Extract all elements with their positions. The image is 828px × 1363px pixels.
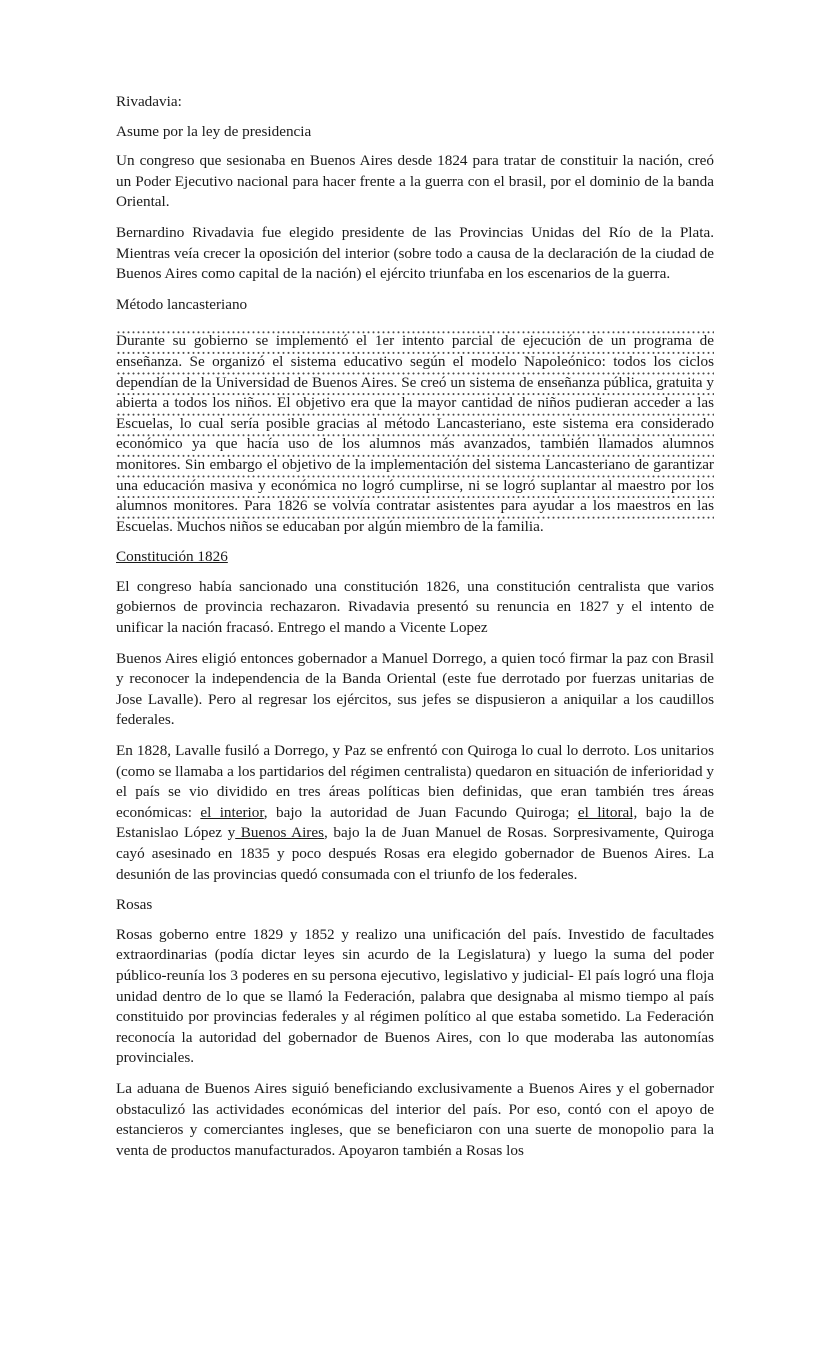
document-page	[116, 92, 714, 1171]
paragraph-aduana: La aduana de Buenos Aires siguió beneficiando exclusivamente a Buenos Aires y el gobernador obstaculizó las actividades económicas del interior del país. Por eso, contó con el apoyo de estancieros y comerciantes ingleses, que se beneficiaron con una suerte de monopolio para la venta de productos manufacturados. Apoyaron también a Rosas los	[116, 1079, 714, 1159]
heading-rosas: Rosas	[116, 896, 153, 914]
lavalle-part-d: , bajo la de Juan Manuel de Rosas. Sorpresivamente, Quiroga cayó asesinado en 1835 y poco después Rosas era elegido gobernador de Buenos Aires. La desunión de las provincias quedó consumada con el triunfo de los federales.	[116, 824, 714, 883]
paragraph-constitucion: El congreso había sancionado una constitución 1826, una constitución centralista que varios gobiernos de provincia rechazaron. Rivadavia presentó su renuncia en 1827 y el intento de unificar la nación fracasó. Entrego el mando a Vicente Lopez	[116, 577, 714, 637]
paragraph-rosas: Rosas goberno entre 1829 y 1852 y realizo una unificación del país. Investido de facultades extraordinarias (podía dictar leyes sin acurdo de la Legislatura) y luego la suma del poder público-reunía los 3 poderes en su persona ejecutivo, legislativo y judicial- El país logró una floja unidad dentro de lo que se llamó la Federación, palabra que designaba al mismo tiempo al país constituido por provincias federales y al régimen político al que estaba sometido. La Federación reconocía la autoridad del gobernador de Buenos Aires, con lo que moderaba las autonomías provinciales.	[116, 925, 714, 1067]
heading-metodo: Método lancasteriano	[116, 295, 248, 313]
heading-constitucion-text: Constitución 1826	[116, 548, 228, 566]
paragraph-dorrego: Buenos Aires eligió entonces gobernador a Manuel Dorrego, a quien tocó firmar la paz con Brasil y reconocer la independencia de la Banda Oriental (este fue derrotado por fuerzas unitarias de Jose Lavalle). Pero al regresar los ejércitos, sus jefes se dispusieron a aniquilar a los caudillos federales.	[116, 649, 714, 729]
paragraph-bernardino: Bernardino Rivadavia fue elegido presidente de las Provincias Unidas del Río de la Plata. Mientras veía crecer la oposición del interior (sobre todo a causa de la declaración de la ciudad de Buenos Aires como capital de la nación) el ejército triunfaba en los escenarios de la guerra.	[116, 223, 714, 283]
lavalle-part-b: , bajo la autoridad de Juan Facundo Quiroga;	[263, 803, 578, 821]
heading-constitucion	[116, 547, 714, 568]
link-el-litoral: el litoral,	[577, 803, 638, 821]
link-el-interior: el interior	[200, 803, 264, 821]
heading-rivadavia: Rivadavia:	[116, 93, 182, 110]
paragraph-lancaster: Durante su gobierno se implementó el 1er intento parcial de ejecución de un programa de enseñanza. Se organizó el sistema educativo según el modelo Napoleónico: todos los ciclos dependían de la Universidad de Buenos Aires. Se creó un sistema de enseñanza pública, gratuita y abierta a todos los niños. El objetivo era que la mayor cantidad de niños pudieran acceder a las Escuelas, lo cual sería posible gracias al método Lancasteriano, este sistema era considerado económico ya que hacía uso de los alumnos más avanzados, también llamados alumnos monitores. Sin embargo el objetivo de la implementación del sistema Lancasteriano de garantizar una educación masiva y económica no logró cumplirse, ni se logró suplantar al maestro por los alumnos monitores. Para 1826 se volvía contratar asistentes para ayudar a los maestros en las Escuelas. Muchos niños se educaban por algún miembro de la familia.	[116, 331, 714, 537]
lavalle-part-a: En 1828, Lavalle fusiló a Dorrego, y Paz se enfrentó con Quiroga lo cual lo derroto. Los unitarios (como se llamaba a los partidarios del régimen centralista) quedaron en situación de inferioridad y el país se vio dividido en tres áreas políticas bien definidas, que eran también tres áreas económicas:	[116, 742, 714, 821]
lancaster-section	[116, 324, 714, 537]
paragraph-lavalle	[116, 741, 714, 885]
lavalle-part-c: bajo la de Estanislao López y	[116, 803, 714, 842]
link-buenos-aires: Buenos Aires	[235, 824, 325, 842]
heading-asume: Asume por la ley de presidencia	[116, 122, 312, 140]
paragraph-congreso: Un congreso que sesionaba en Buenos Aires desde 1824 para tratar de constituir la nación, creó un Poder Ejecutivo nacional para hacer frente a la guerra con el brasil, por el dominio de la banda Oriental.	[116, 152, 714, 211]
